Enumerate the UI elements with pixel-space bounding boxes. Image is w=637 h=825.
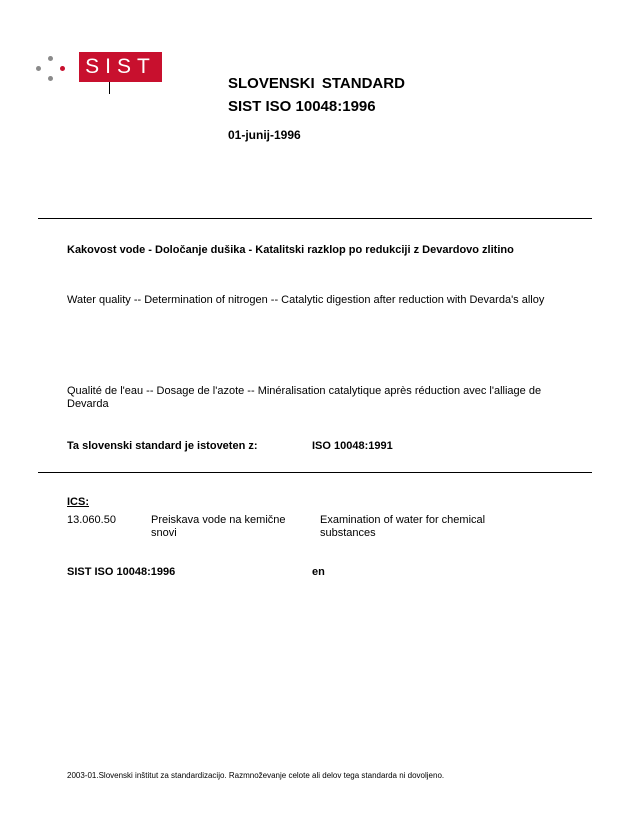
logo-dot	[60, 66, 65, 71]
standard-number: SIST ISO 10048:1996	[228, 98, 376, 115]
publication-date: 01-junij-1996	[228, 128, 301, 142]
ics-description-en: Examination of water for chemical substances	[320, 514, 486, 539]
copyright-footer: 2003-01.Slovenski inštitut za standardizacijo. Razmnoževanje celote ali delov tega standarda ni dovoljeno.	[67, 771, 445, 780]
document-language: en	[312, 566, 325, 578]
logo-dot	[48, 56, 53, 61]
divider-bottom	[38, 472, 592, 473]
title-english: Water quality -- Determination of nitrogen -- Catalytic digestion after reduction with Devarda's alloy	[67, 294, 545, 306]
identity-label: Ta slovenski standard je istoveten z:	[67, 440, 258, 452]
title-french: Qualité de l'eau -- Dosage de l'azote -- Minéralisation catalytique après réduction avec l'alliage de Devarda	[67, 385, 542, 410]
divider-top	[38, 218, 592, 219]
document-id: SIST ISO 10048:1996	[67, 566, 176, 578]
ics-code: 13.060.50	[67, 514, 116, 526]
identity-value: ISO 10048:1991	[312, 440, 393, 452]
logo-dot	[48, 76, 53, 81]
logo-dot	[36, 66, 41, 71]
title-slovenian: Kakovost vode - Določanje dušika - Katalitski razklop po redukciji z Devardovo zlitino	[67, 244, 514, 256]
logo-dots	[36, 56, 66, 86]
ics-description-sl: Preiskava vode na kemične snovi	[151, 514, 286, 539]
ics-label: ICS:	[67, 496, 89, 508]
sist-logo: SIST	[79, 52, 162, 82]
logo-divider	[109, 82, 110, 94]
standard-type: SLOVENSKI STANDARD	[228, 75, 405, 92]
